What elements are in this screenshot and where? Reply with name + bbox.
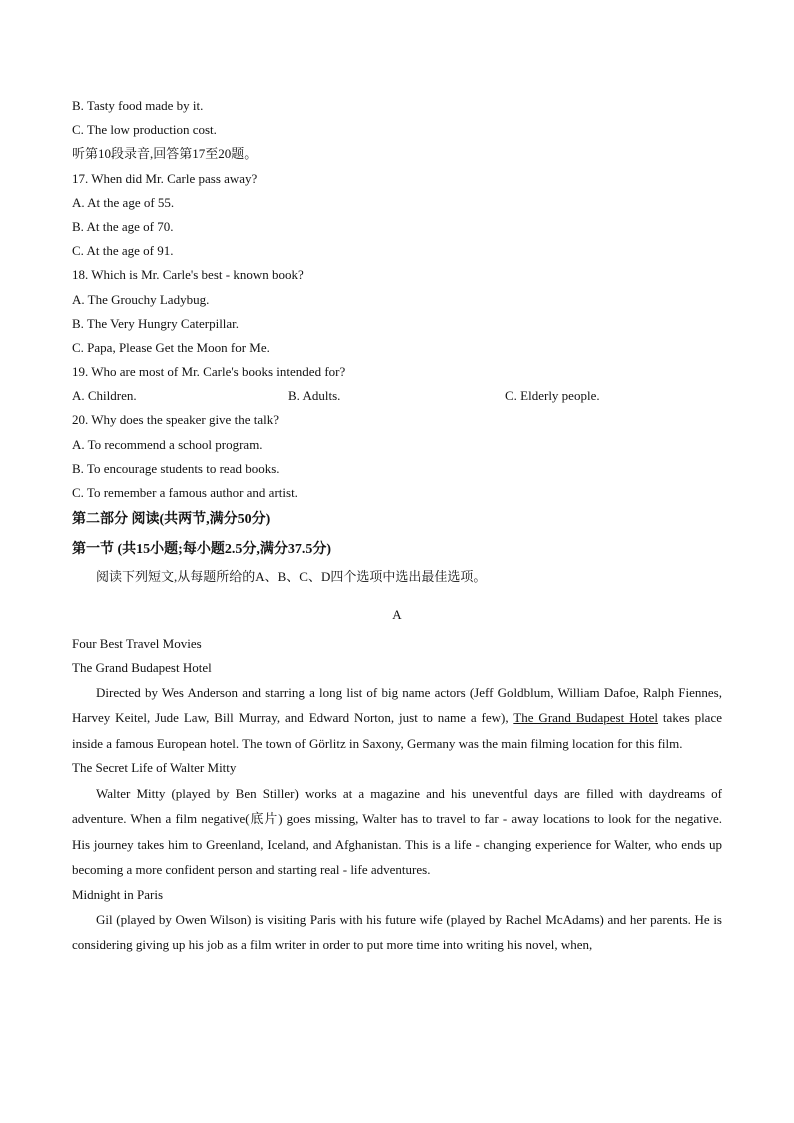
movie-paragraph-budapest: Directed by Wes Anderson and starring a long list of big name actors (Jeff Goldblum, William Dafoe, Ralph Fiennes, Harvey Keitel, Jude Law, Bill Murray, and Edward Norton, just to name a few), The Grand Budapest Hotel takes place inside a famous European hotel. The town of Görlitz in Saxony, Germany was the main filming location for this film. [72,684,722,751]
passage-letter: A [392,607,402,623]
q16-option-b: B. Tasty food made by it. [72,98,204,113]
movie-title-budapest: The Grand Budapest Hotel [72,659,212,675]
reading-instruction: 阅读下列短文,从每题所给的A、B、C、D四个选项中选出最佳选项。 [96,569,487,585]
q18-option-a: A. The Grouchy Ladybug. [72,291,210,307]
q18-question: 18. Which is Mr. Carle's best - known book? [72,267,304,283]
movie-title-walter-mitty: The Secret Life of Walter Mitty [72,760,237,776]
document-page [72,94,722,958]
movie-paragraph-walter-mitty: Walter Mitty (played by Ben Stiller) works at a magazine and his uneventful days are filled with daydreams of adventure. When a film negative(底片) goes missing, Walter has to travel to far - away locations to look for the negative. His journey takes him to Greenland, Iceland, and Afghanistan. This is a life - changing experience for Walter, who ends up becoming a more confident person and starting real - life adventures. [72,785,722,878]
movie-title-midnight-in-paris: Midnight in Paris [72,886,164,902]
passage-title: Four Best Travel Movies [72,635,202,651]
q19-option-b: B. Adults. [288,388,341,404]
q19-option-c: C. Elderly people. [505,388,600,404]
q20-question: 20. Why does the speaker give the talk? [72,412,279,428]
q17-option-c: C. At the age of 91. [72,243,174,259]
q19-option-a: A. Children. [72,388,137,404]
q19-options [72,384,722,408]
q19-question: 19. Who are most of Mr. Carle's books intended for? [72,364,346,380]
q20-option-a: A. To recommend a school program. [72,436,263,452]
q17-option-a: A. At the age of 55. [72,194,175,210]
q18-option-b: B. The Very Hungry Caterpillar. [72,315,240,331]
q16-option-c: C. The low production cost. [72,122,217,138]
q18-option-c: C. Papa, Please Get the Moon for Me. [72,339,270,355]
underlined-film-title: The Grand Budapest Hotel [513,710,659,726]
section1-heading: 第一节 (共15小题;每小题2.5分,满分37.5分) [72,542,331,558]
section-10-instruction: 听第10段录音,回答第17至20题。 [72,146,258,162]
part2-heading: 第二部分 阅读(共两节,满分50分) [72,512,271,528]
q17-option-b: B. At the age of 70. [72,218,174,234]
q17-question: 17. When did Mr. Carle pass away? [72,170,258,186]
q20-option-c: C. To remember a famous author and artist. [72,485,298,500]
movie-paragraph-midnight-in-paris: Gil (played by Owen Wilson) is visiting Paris with his future wife (played by Rachel McAdams) and her parents. He is considering giving up his job as a film writer in order to put more time into writing his novel, when, [72,911,722,953]
q20-option-b: B. To encourage students to read books. [72,460,280,476]
